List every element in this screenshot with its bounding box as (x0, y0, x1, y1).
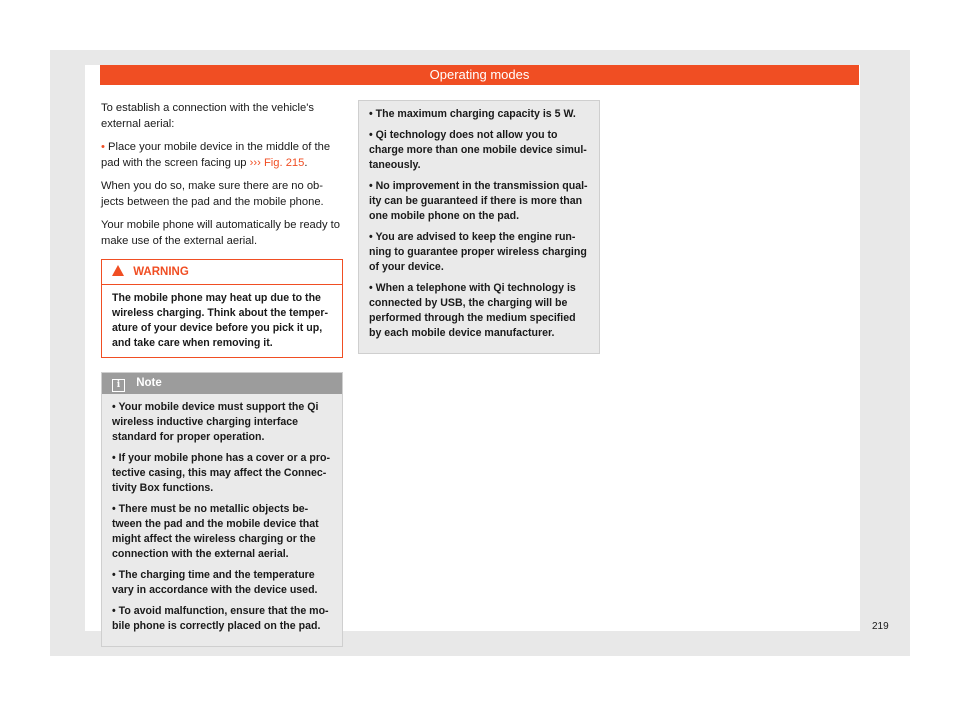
warning-title: WARNING (133, 266, 189, 278)
para-no-objects: When you do so, make sure there are no ob-jects between the pad and the mobile phone. (101, 180, 324, 208)
note-item: • The charging time and the temperature vary in accordance with the device used. (112, 569, 318, 596)
left-column (101, 100, 343, 647)
step-text: Place your mobile device in the middle of the pad with the screen facing up (101, 141, 331, 169)
note-item: • There must be no metallic objects be-tween the pad and the mobile device that might affect the wireless charging or the connection with the external aerial. (112, 503, 319, 560)
note-continued-box (358, 100, 600, 354)
step-end: . (304, 157, 308, 169)
warning-text: The mobile phone may heat up due to the wireless charging. Think about the temper-ature of your device before you pick it up, and take care when removing it. (112, 292, 329, 349)
ref-arrow-icon: ››› (249, 157, 261, 169)
note-list (102, 394, 342, 646)
warning-title-bar (102, 260, 342, 285)
intro-text: To establish a connection with the vehicle's external aerial: (101, 102, 314, 130)
para-ready: Your mobile phone will automatically be ready to make use of the external aerial. (101, 219, 341, 247)
note-title-bar (102, 373, 342, 394)
note-continued-list (359, 101, 599, 353)
right-column (358, 100, 600, 354)
warning-box (101, 259, 343, 358)
page-number: 219 (872, 621, 889, 632)
note-item: • To avoid malfunction, ensure that the mo-bile phone is correctly placed on the pad. (112, 605, 329, 632)
info-icon: i (112, 379, 125, 392)
note-item: • The maximum charging capacity is 5 W. (369, 108, 576, 120)
note-item: • You are advised to keep the engine run-ning to guarantee proper wireless charging of your device. (369, 231, 587, 273)
note-box (101, 372, 343, 647)
note-item: • If your mobile phone has a cover or a pro-tective casing, this may affect the Connec-tivity Box functions. (112, 452, 330, 494)
section-header: Operating modes (100, 65, 859, 85)
note-item: • Qi technology does not allow you to charge more than one mobile device simul-taneously. (369, 129, 587, 171)
figure-link[interactable]: Fig. 215 (263, 157, 305, 169)
warning-triangle-icon (112, 265, 124, 276)
bullet-icon: • (101, 141, 105, 153)
step-item (101, 139, 343, 171)
note-item: • No improvement in the transmission qual-ity can be guaranteed if there is more than one mobile phone on the pad. (369, 180, 588, 222)
note-title: Note (136, 377, 162, 389)
note-item: • Your mobile device must support the Qi wireless inductive charging interface standard for proper operation. (112, 401, 319, 443)
note-item: • When a telephone with Qi technology is connected by USB, the charging will be performed through the medium specified by each mobile device manufacturer. (369, 282, 576, 339)
